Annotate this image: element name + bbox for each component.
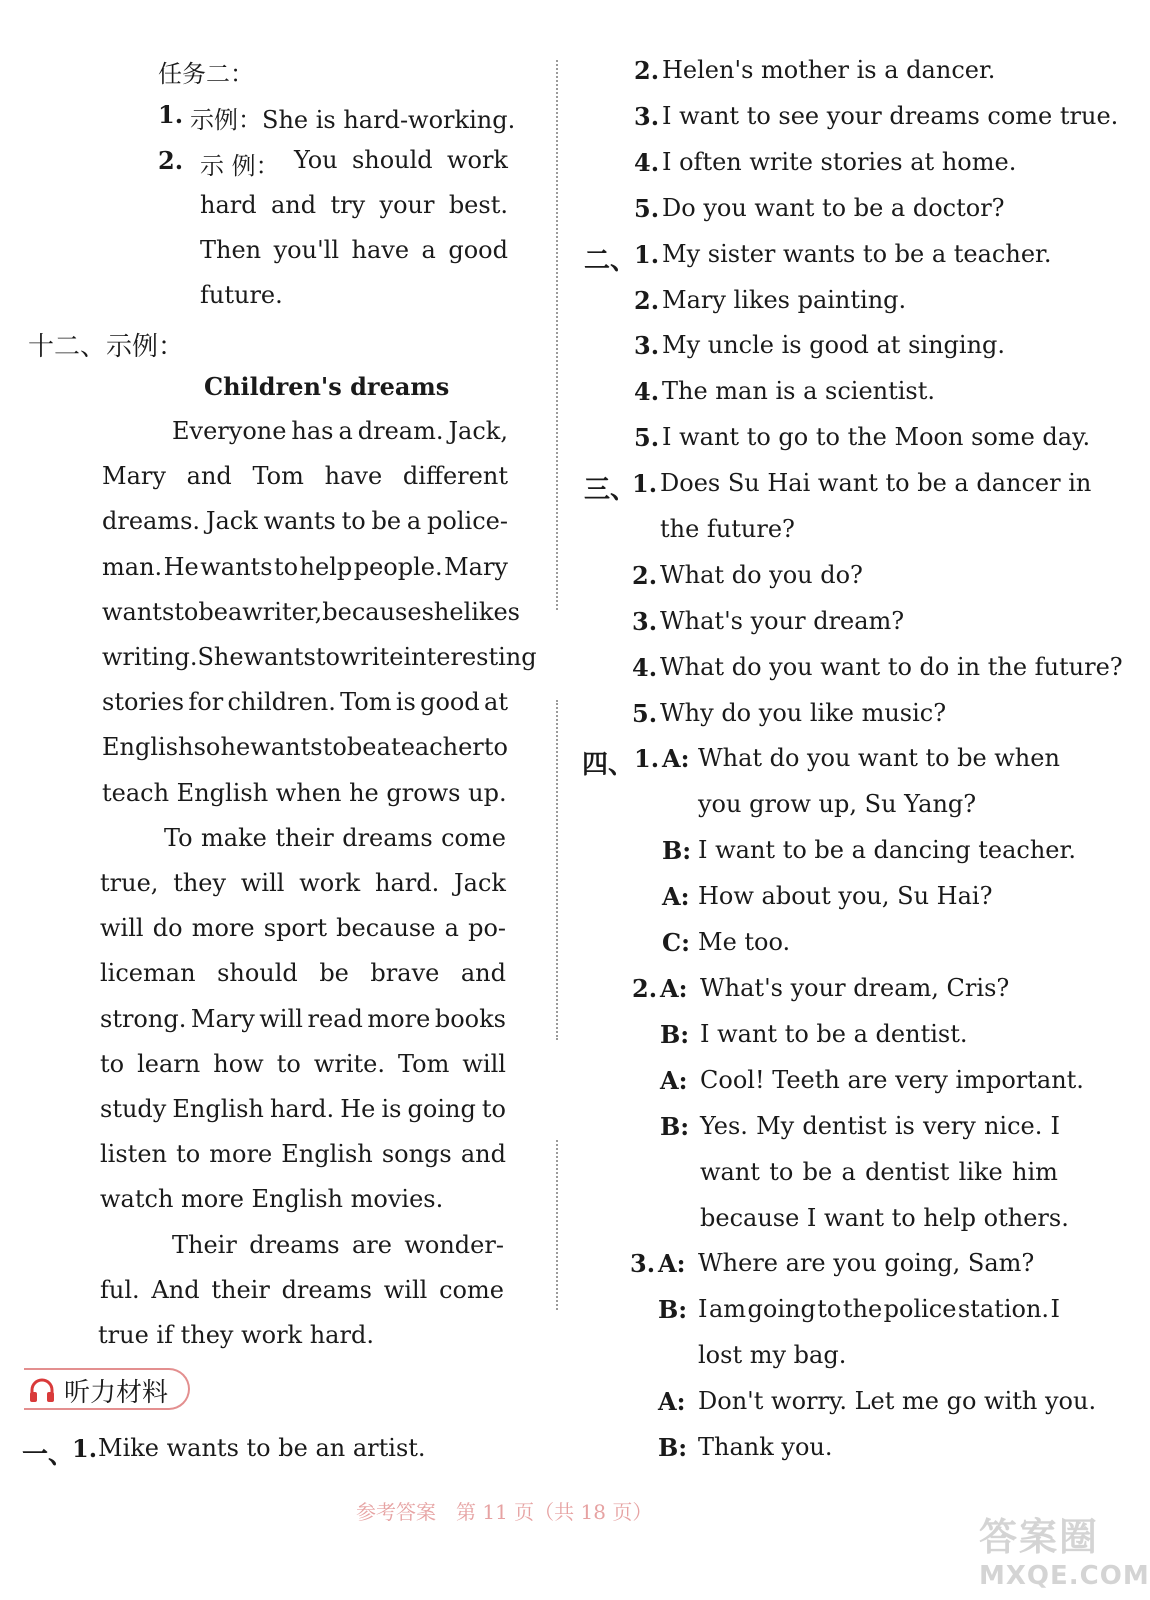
word: are xyxy=(352,1231,392,1259)
word: What xyxy=(698,744,763,772)
word: to xyxy=(315,643,340,671)
answer-text: 示例：She is hard-working. xyxy=(190,106,516,134)
word: Yes. xyxy=(700,1112,748,1140)
word: true, xyxy=(100,869,159,897)
word: they xyxy=(173,869,227,897)
word: write. xyxy=(313,1050,385,1078)
word: be xyxy=(802,1158,833,1186)
essay-line xyxy=(102,553,508,581)
answer-line: I want to see your dreams come true. xyxy=(662,102,1119,130)
item-number: 3. xyxy=(634,102,660,131)
word: will xyxy=(383,1276,428,1304)
dialog-line: Where are you going, Sam? xyxy=(698,1249,1035,1277)
column-divider xyxy=(556,60,558,610)
word: likes xyxy=(463,598,520,626)
item-number: 1. xyxy=(158,100,184,129)
word: liceman xyxy=(100,959,196,987)
dialog-line: I want to be a dentist. xyxy=(700,1020,968,1048)
word: station. xyxy=(957,1295,1050,1323)
answer-line: Mike wants to be an artist. xyxy=(98,1434,426,1462)
word: to xyxy=(176,1140,201,1168)
word: how xyxy=(213,1050,264,1078)
item-number: 5. xyxy=(632,699,658,728)
item-number: 4. xyxy=(632,653,658,682)
word: hard. xyxy=(269,1095,335,1123)
essay-line xyxy=(100,1140,506,1168)
page-footer: 参考答案 第 11 页（共 18 页） xyxy=(356,1500,653,1524)
watermark-top: 答案圈 xyxy=(979,1515,1100,1559)
word: be xyxy=(198,598,228,626)
answer-line: What do you do? xyxy=(660,561,863,589)
word: wants xyxy=(102,598,175,626)
speaker: A: xyxy=(660,974,688,1003)
item-number: 3. xyxy=(632,607,658,636)
word: He xyxy=(163,553,199,581)
essay-line xyxy=(102,688,508,716)
dialog-line: Cool! Teeth are very important. xyxy=(700,1066,1084,1094)
essay-line xyxy=(100,869,506,897)
speaker: A: xyxy=(662,744,690,773)
word: He xyxy=(340,1095,376,1123)
speaker: A: xyxy=(658,1387,686,1416)
word: wants xyxy=(250,733,323,761)
word: their xyxy=(275,824,334,852)
word: study xyxy=(100,1095,167,1123)
item-number: 4. xyxy=(634,148,660,177)
word: strong. xyxy=(100,1005,187,1033)
answer-line: Why do you like music? xyxy=(660,699,947,727)
item-number: 2. xyxy=(158,146,184,175)
dialog-line: lost my bag. xyxy=(698,1341,847,1369)
word: Jack, xyxy=(448,417,508,445)
word: best. xyxy=(448,191,508,219)
listening-title: 听力材料 xyxy=(64,1378,169,1408)
word: people. xyxy=(353,553,443,581)
word: you xyxy=(806,744,851,772)
word: a xyxy=(338,417,353,445)
word: po- xyxy=(468,914,506,942)
item-number: 1. xyxy=(634,240,660,269)
essay-line xyxy=(100,1005,506,1033)
word: Jack xyxy=(454,869,506,897)
word: Jack xyxy=(205,507,258,535)
answer-line: I often write stories at home. xyxy=(662,148,1017,176)
word: Mary xyxy=(190,1005,255,1033)
dialog-line xyxy=(700,1158,1058,1186)
item-number: 1. xyxy=(634,744,660,773)
word: Tom xyxy=(252,462,304,490)
item-number: 2. xyxy=(634,56,660,85)
essay-line xyxy=(100,959,506,987)
speaker: B: xyxy=(658,1433,688,1462)
word: work xyxy=(446,146,508,174)
essay-line xyxy=(172,1231,504,1259)
word: to xyxy=(817,1295,842,1323)
word: hard xyxy=(200,191,257,219)
item-number: 3. xyxy=(634,331,660,360)
word: dreams xyxy=(342,824,433,852)
word: Mary xyxy=(102,462,166,490)
word: To xyxy=(164,824,193,852)
word: wonder- xyxy=(404,1231,504,1259)
word: have xyxy=(351,236,410,264)
speaker: B: xyxy=(662,836,692,865)
answer-line xyxy=(200,146,508,181)
word: learn xyxy=(137,1050,201,1078)
word: their xyxy=(211,1276,270,1304)
word: interesting xyxy=(403,643,537,671)
word: be xyxy=(319,959,349,987)
word: because xyxy=(322,598,422,626)
essay-line: watch more English movies. xyxy=(100,1185,444,1213)
word: hard. xyxy=(375,869,440,897)
word: he xyxy=(220,733,251,761)
word: read xyxy=(307,1005,363,1033)
word: writing. xyxy=(102,643,198,671)
answer-line: The man is a scientist. xyxy=(662,377,936,405)
essay-line xyxy=(164,824,506,852)
word: come xyxy=(441,824,506,852)
word: to xyxy=(322,733,347,761)
answer-line: Do you want to be a doctor? xyxy=(662,194,1005,222)
section-prefix: 三、 xyxy=(584,475,637,505)
word: dreams. xyxy=(102,507,201,535)
word: brave xyxy=(370,959,440,987)
essay-line xyxy=(102,733,508,761)
word: going xyxy=(747,1295,816,1323)
word: a xyxy=(376,733,391,761)
word: man. xyxy=(102,553,163,581)
answer-line xyxy=(200,236,508,264)
word: And xyxy=(151,1276,200,1304)
word: police- xyxy=(427,507,508,535)
word: will xyxy=(259,1005,303,1033)
word: a xyxy=(406,507,422,535)
word: songs xyxy=(381,1140,452,1168)
word: a xyxy=(227,598,243,626)
word: and xyxy=(460,1140,506,1168)
word: She xyxy=(197,643,244,671)
word: Their xyxy=(172,1231,237,1259)
dialog-line xyxy=(698,1295,1060,1323)
word: make xyxy=(201,824,267,852)
word: wants xyxy=(263,507,336,535)
word: Tom xyxy=(398,1050,450,1078)
word: and xyxy=(186,462,232,490)
word: will xyxy=(462,1050,506,1078)
word: am xyxy=(708,1295,747,1323)
word: a xyxy=(444,914,459,942)
word: to xyxy=(483,733,508,761)
word: dentist xyxy=(802,1112,887,1140)
answer-line: My uncle is good at singing. xyxy=(662,331,1006,359)
word: and xyxy=(270,191,317,219)
word: a xyxy=(421,236,436,264)
word: to xyxy=(925,744,950,772)
dialog-line: because I want to help others. xyxy=(700,1204,1069,1232)
word: to xyxy=(769,1158,794,1186)
answer-line xyxy=(200,191,508,219)
answer-line: What's your dream? xyxy=(660,607,905,635)
word: ful. xyxy=(100,1276,140,1304)
word: him xyxy=(1012,1158,1058,1186)
word: You xyxy=(293,146,338,174)
word: be xyxy=(957,744,987,772)
word: come xyxy=(439,1276,504,1304)
word: like xyxy=(958,1158,1003,1186)
word: want xyxy=(858,744,918,772)
item-number: 5. xyxy=(634,194,660,223)
answer-line: What do you want to do in the future? xyxy=(660,653,1123,681)
word: write xyxy=(339,643,404,671)
speaker: B: xyxy=(660,1020,690,1049)
word: listen xyxy=(100,1140,167,1168)
word: going xyxy=(407,1095,476,1123)
word: for xyxy=(188,688,224,716)
dialog-line: How about you, Su Hai? xyxy=(698,882,993,910)
word: to xyxy=(481,1095,506,1123)
word: and xyxy=(460,959,506,987)
word: children. xyxy=(227,688,336,716)
dialog-line: Thank you. xyxy=(698,1433,833,1461)
word: teacher xyxy=(391,733,484,761)
word: wants xyxy=(200,553,273,581)
speaker: B: xyxy=(658,1295,688,1324)
answer-line: My sister wants to be a teacher. xyxy=(662,240,1052,268)
essay-line xyxy=(100,1095,506,1123)
word: your xyxy=(379,191,435,219)
word: will xyxy=(240,869,285,897)
dialog-line: Me too. xyxy=(698,928,791,956)
answer-line: the future? xyxy=(660,515,795,543)
essay-line xyxy=(100,1050,506,1078)
word: try xyxy=(330,191,366,219)
essay-line: teach English when he grows up. xyxy=(102,779,507,807)
word: Tom xyxy=(340,688,392,716)
word: dreams xyxy=(249,1231,340,1259)
essay-line xyxy=(100,1276,504,1304)
essay-line xyxy=(102,462,508,490)
word: Mary xyxy=(444,553,508,581)
word: stories xyxy=(102,688,185,716)
item-number: 2. xyxy=(632,561,658,590)
word: work xyxy=(299,869,361,897)
word: good xyxy=(420,688,480,716)
essay-title: Children's dreams xyxy=(204,372,450,401)
essay-line xyxy=(102,507,508,535)
word: should xyxy=(217,959,298,987)
essay-line xyxy=(100,914,506,942)
essay-line xyxy=(102,598,520,626)
item-number: 1. xyxy=(632,469,658,498)
word: a xyxy=(841,1158,856,1186)
word: to xyxy=(341,507,366,535)
word: want xyxy=(700,1158,760,1186)
answer-line: Mary likes painting. xyxy=(662,286,907,314)
word: you'll xyxy=(273,236,340,264)
word: I xyxy=(1050,1295,1060,1323)
word: because xyxy=(336,914,436,942)
word: to xyxy=(100,1050,125,1078)
word: English xyxy=(102,733,194,761)
word: English xyxy=(172,1095,264,1123)
answer-line: Does Su Hai want to be a dancer in xyxy=(660,469,1092,497)
speaker: A: xyxy=(660,1066,688,1095)
word: is xyxy=(381,1095,402,1123)
dialog-line: I want to be a dancing teacher. xyxy=(698,836,1076,864)
speaker: A: xyxy=(662,882,690,911)
dialog-line xyxy=(700,1112,1060,1140)
word: the xyxy=(842,1295,883,1323)
dialog-line: you grow up, Su Yang? xyxy=(698,790,977,818)
word: Then xyxy=(200,236,262,264)
word: My xyxy=(756,1112,795,1140)
word: more xyxy=(191,914,255,942)
section-prefix: 二、 xyxy=(584,246,637,276)
word: good xyxy=(448,236,508,264)
word: wants xyxy=(243,643,316,671)
item-number: 2. xyxy=(632,974,658,1003)
item-number: 2. xyxy=(634,286,660,315)
word: I xyxy=(1050,1112,1060,1140)
word: very xyxy=(922,1112,976,1140)
word: she xyxy=(421,598,464,626)
word: books xyxy=(434,1005,506,1033)
word: help xyxy=(299,553,353,581)
word: different xyxy=(402,462,508,490)
answer-line: I want to go to the Moon some day. xyxy=(662,423,1091,451)
item-number: 4. xyxy=(634,377,660,406)
word: more xyxy=(367,1005,431,1033)
essay-line xyxy=(172,417,508,445)
word: be xyxy=(346,733,377,761)
section-prefix: 一、 xyxy=(22,1440,75,1470)
section-prefix: 四、 xyxy=(582,750,635,780)
word: to xyxy=(273,553,299,581)
word: has xyxy=(291,417,334,445)
word: to xyxy=(276,1050,301,1078)
headphones-icon xyxy=(28,1376,56,1404)
word: should xyxy=(351,146,433,174)
speaker: A: xyxy=(658,1249,686,1278)
dialog-line: What's your dream, Cris? xyxy=(700,974,1010,1002)
word: so xyxy=(193,733,221,761)
word: at xyxy=(484,688,508,716)
answer-line: Helen's mother is a dancer. xyxy=(662,56,996,84)
column-divider xyxy=(556,700,558,1040)
column-divider xyxy=(556,1140,558,1310)
word: dream. xyxy=(357,417,444,445)
word: be xyxy=(371,507,402,535)
task-heading: 任务二： xyxy=(158,60,254,88)
section-heading: 十二、示例： xyxy=(28,332,185,362)
word: when xyxy=(994,744,1060,772)
speaker: C: xyxy=(662,928,690,957)
word: more xyxy=(209,1140,273,1168)
word: have xyxy=(324,462,383,490)
watermark-logo xyxy=(979,1506,1150,1594)
word: dreams xyxy=(281,1276,372,1304)
word: sport xyxy=(263,914,327,942)
word: is xyxy=(894,1112,915,1140)
dialog-line: Don't worry. Let me go with you. xyxy=(698,1387,1097,1415)
word: Everyone xyxy=(172,417,287,445)
word: is xyxy=(395,688,416,716)
item-number: 1. xyxy=(72,1434,98,1463)
item-number: 3. xyxy=(630,1249,656,1278)
word: will xyxy=(100,914,144,942)
essay-line: true if they work hard. xyxy=(98,1321,374,1349)
essay-line xyxy=(102,643,537,671)
answer-line: future. xyxy=(200,281,283,309)
item-number: 5. xyxy=(634,423,660,452)
watermark-bottom: MXQE.COM xyxy=(979,1561,1150,1591)
word: do xyxy=(152,914,183,942)
word: do xyxy=(769,744,800,772)
word: nice. xyxy=(983,1112,1043,1140)
word: to xyxy=(174,598,199,626)
word: police xyxy=(883,1295,957,1323)
word: I xyxy=(698,1295,708,1323)
word: dentist xyxy=(865,1158,950,1186)
word: English xyxy=(281,1140,373,1168)
dialog-line xyxy=(698,744,1060,772)
speaker: B: xyxy=(660,1112,690,1141)
word: 示 例： xyxy=(200,152,280,180)
word: writer, xyxy=(242,598,323,626)
